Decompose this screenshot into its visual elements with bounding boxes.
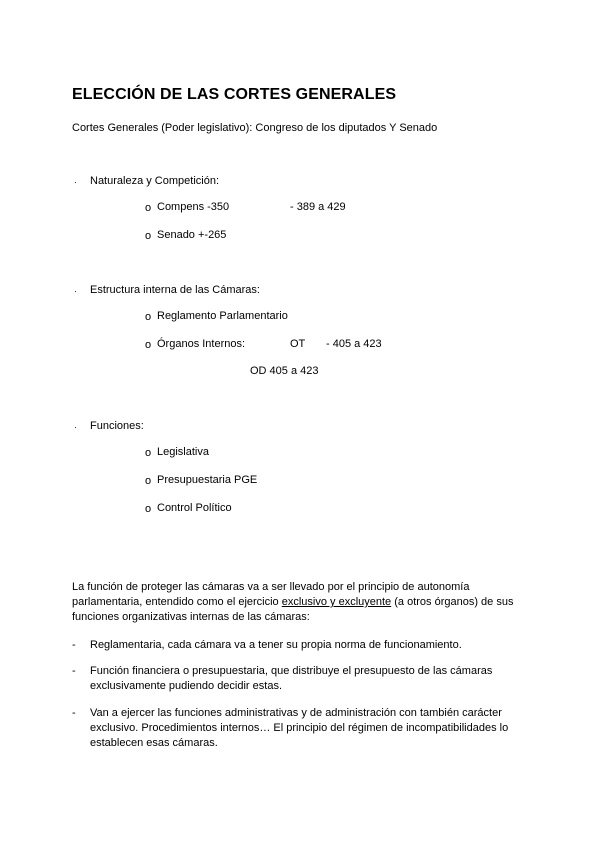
paragraph-underlined: exclusivo y excluyente [281,596,392,608]
sub-bullet-icon: o [145,475,152,487]
list-item-ref: - 389 a 429 [290,201,346,213]
list-item-ot: OT [290,338,306,350]
sub-bullet-icon: o [145,339,152,351]
list-item-reglamento: Reglamento Parlamentario [157,310,288,322]
bullet-icon: · [74,286,77,296]
section-heading-naturaleza: Naturaleza y Competición: [90,175,220,187]
sub-bullet-icon: o [145,230,152,242]
list-item-control: Control Político [157,502,232,514]
list-item-text: Van a ejercer las funciones administrativas y de administración con también carácter exclusivo. Procedimientos internos… El principio del régimen de incompatibilidades lo establecen esas cámaras. [90,707,509,749]
sub-bullet-icon: o [145,503,152,515]
list-item-compens: Compens -350 [157,201,230,213]
bullet-icon: · [74,422,77,432]
sub-bullet-icon: o [145,311,152,323]
body-paragraph [72,580,532,625]
dash-icon: - [72,665,76,677]
sub-bullet-icon: o [145,202,152,214]
list-item-text: Reglamentaria, cada cámara va a tener su propia norma de funcionamiento. [90,639,462,651]
paragraph-text: La función de proteger las cámaras va a ser llevado por el principio de autonomía parlamentaria, entendido como el ejercicio [72,581,470,608]
dash-icon: - [72,707,76,719]
list-item-od: OD 405 a 423 [250,365,319,377]
list-item-legislativa: Legislativa [157,446,209,458]
list-item-ref: - 405 a 423 [326,338,382,350]
dash-icon: - [72,639,76,651]
section-heading-estructura: Estructura interna de las Cámaras: [90,284,260,296]
list-item-senado: Senado +-265 [157,229,227,241]
list-item-text: Función financiera o presupuestaria, que distribuye el presupuesto de las cámaras exclusivamente pudiendo decidir estas. [90,665,493,692]
section-heading-funciones: Funciones: [90,420,144,432]
list-item-presupuestaria: Presupuestaria PGE [157,474,258,486]
sub-bullet-icon: o [145,447,152,459]
subtitle: Cortes Generales (Poder legislativo): Congreso de los diputados Y Senado [72,122,438,134]
bullet-icon: · [74,177,77,187]
page-title: ELECCIÓN DE LAS CORTES GENERALES [72,86,397,103]
list-item-organos: Órganos Internos: [157,338,246,350]
paragraph-text: (a otros órganos) de sus funciones organizativas internas de las cámaras: [72,596,514,623]
